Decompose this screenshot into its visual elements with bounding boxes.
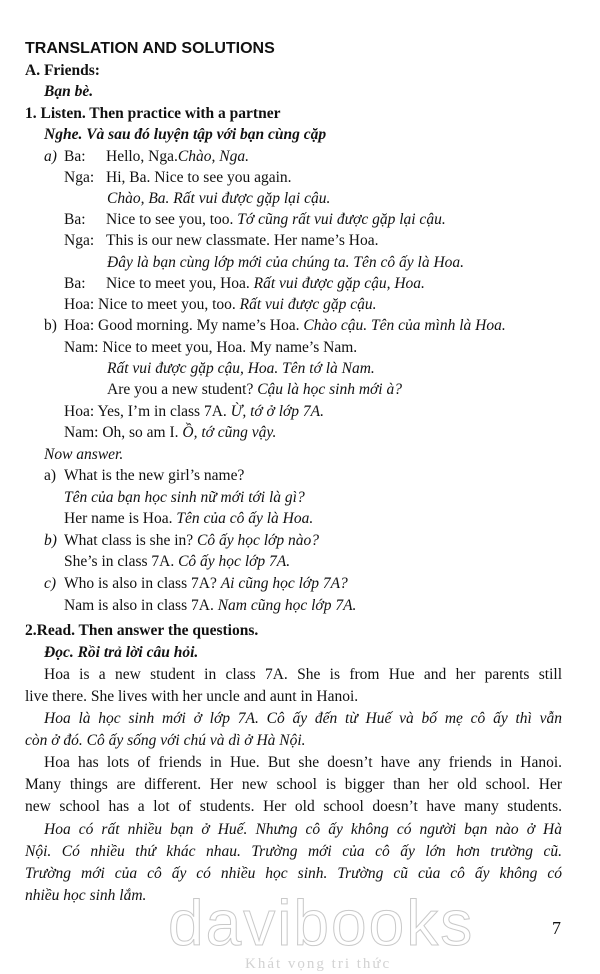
vietnamese-text: Chào, Nga. — [177, 148, 249, 165]
dialog-line — [64, 401, 324, 422]
paragraph-line: Hoa là học sinh mới ở lớp 7A. Cô ấy đến từ Huế và bố mẹ cô ấy thì vẫn — [44, 710, 562, 727]
english-text: Hello, Nga. — [106, 148, 178, 165]
answer-text: She’s in class 7A. — [64, 553, 175, 570]
question-text-vi: Ai cũng học lớp 7A? — [220, 575, 348, 592]
question-line — [64, 573, 348, 594]
question-text: Who is also in class 7A? — [64, 575, 217, 592]
dialog-line — [64, 294, 376, 315]
section-a-heading: A. Friends: — [25, 62, 100, 79]
paragraph-line: nhiều học sinh lắm. — [25, 887, 147, 904]
english-text: Are you a new student? — [107, 381, 254, 398]
answer-line — [64, 551, 290, 572]
english-text: Yes, I’m in class 7A. — [97, 403, 227, 420]
speaker-label: Ba: — [64, 211, 86, 228]
dialog-line — [64, 315, 506, 336]
speaker-label: Ba: — [64, 275, 86, 292]
part1-heading: 1. Listen. Then practice with a partner — [25, 105, 281, 122]
vietnamese-text: Rất vui được gặp cậu, Hoa. — [253, 275, 425, 292]
speaker-label: Nam: — [64, 339, 99, 356]
paragraph-line: Many things are different. Her new school is bigger than her old school. Her — [25, 776, 562, 793]
answer-line — [64, 595, 356, 616]
english-text: This is our new classmate. Her name’s Hoa. — [106, 232, 379, 249]
dialog-line — [64, 146, 249, 167]
vietnamese-text: Chào cậu. Tên của mình là Hoa. — [303, 317, 506, 334]
qa-marker: b) — [44, 532, 57, 549]
dialog-line — [64, 230, 378, 251]
vietnamese-text: Tớ cũng rất vui được gặp lại cậu. — [237, 211, 446, 228]
answer-text: Nam is also in class 7A. — [64, 597, 214, 614]
dialog-line — [64, 337, 357, 358]
answer-line — [64, 508, 313, 529]
dialog-line — [107, 379, 402, 400]
dialog-line — [64, 209, 446, 230]
paragraph-line: Hoa is a new student in class 7A. She is from Hue and her parents still — [44, 666, 562, 683]
english-text: Oh, so am I. — [102, 424, 179, 441]
qa-marker: c) — [44, 575, 57, 592]
speaker-label: Hoa: — [64, 296, 95, 313]
english-text: Good morning. My name’s Hoa. — [98, 317, 300, 334]
vietnamese-text: Ồ, tớ cũng vậy. — [182, 424, 277, 441]
english-text: Nice to meet you, Hoa. My name’s Nam. — [102, 339, 358, 356]
english-text: Nice to see you, too. — [106, 211, 234, 228]
dialog-a-marker: b) — [44, 317, 57, 334]
paragraph-line: Trường mới của cô ấy có nhiều học sinh. Trường cũ của cô ấy không có — [25, 865, 562, 882]
dialog-a-marker: a) — [44, 148, 57, 165]
part1-heading-vi: Nghe. Và sau đó luyện tập với bạn cùng cặp — [44, 126, 327, 143]
now-answer-label: Now answer. — [44, 446, 124, 463]
speaker-label: Hoa: — [64, 317, 95, 334]
question-line — [64, 530, 319, 551]
qa-marker: a) — [44, 467, 57, 484]
question-text-vi: Tên của bạn học sinh nữ mới tới là gì? — [64, 489, 305, 506]
speaker-label: Hoa: — [64, 403, 95, 420]
question-text-vi: Cô ấy học lớp nào? — [197, 532, 319, 549]
speaker-label: Nga: — [64, 169, 95, 186]
speaker-label: Ba: — [64, 148, 86, 165]
vietnamese-text: Cậu là học sinh mới à? — [257, 381, 402, 398]
dialog-line — [64, 422, 276, 443]
answer-text-vi: Cô ấy học lớp 7A. — [178, 553, 291, 570]
paragraph-line: new school has a lot of students. Her old school doesn’t have many students. — [25, 798, 562, 815]
vietnamese-text: Ừ, tớ ở lớp 7A. — [230, 403, 324, 420]
page-number: 7 — [552, 918, 561, 938]
dialog-line — [64, 167, 292, 188]
paragraph-line: Nội. Có nhiều thứ khác nhau. Trường mới của cô ấy lớn hơn trường cũ. — [25, 843, 562, 860]
paragraph-line: live there. She lives with her uncle and aunt in Hanoi. — [25, 688, 359, 705]
english-text: Hi, Ba. Nice to see you again. — [106, 169, 292, 186]
answer-text-vi: Tên của cô ấy là Hoa. — [176, 510, 314, 527]
vietnamese-text: Rất vui được gặp cậu. — [239, 296, 377, 313]
page-title: TRANSLATION AND SOLUTIONS — [25, 40, 275, 57]
paragraph-line: Hoa có rất nhiều bạn ở Huế. Nhưng cô ấy không có người bạn nào ở Hà — [44, 821, 562, 838]
answer-text-vi: Nam cũng học lớp 7A. — [217, 597, 357, 614]
speaker-label: Nam: — [64, 424, 99, 441]
speaker-label: Nga: — [64, 232, 95, 249]
english-text: Nice to meet you, Hoa. — [106, 275, 250, 292]
question-text: What class is she in? — [64, 532, 194, 549]
vietnamese-text: Đây là bạn cùng lớp mới của chúng ta. Tên cô ấy là Hoa. — [107, 254, 465, 271]
english-text: Nice to meet you, too. — [98, 296, 236, 313]
answer-text: Her name is Hoa. — [64, 510, 173, 527]
vietnamese-text: Rất vui được gặp cậu, Hoa. Tên tớ là Nam. — [107, 360, 375, 377]
section-a-heading-vi: Bạn bè. — [44, 83, 94, 100]
part2-heading-vi: Đọc. Rồi trả lời câu hỏi. — [44, 644, 199, 661]
question-text: What is the new girl’s name? — [64, 467, 245, 484]
dialog-line — [64, 273, 425, 294]
paragraph-line: Hoa has lots of friends in Hue. But she doesn’t have any friends in Hanoi. — [44, 754, 562, 771]
paragraph-line: còn ở đó. Cô ấy sống với chú và dì ở Hà Nội. — [25, 732, 306, 749]
vietnamese-text: Chào, Ba. Rất vui được gặp lại cậu. — [107, 190, 331, 207]
part2-heading: 2.Read. Then answer the questions. — [25, 622, 259, 639]
watermark-slogan: Khát vọng tri thức — [245, 956, 392, 972]
watermark-logo: davibooks — [168, 887, 475, 959]
